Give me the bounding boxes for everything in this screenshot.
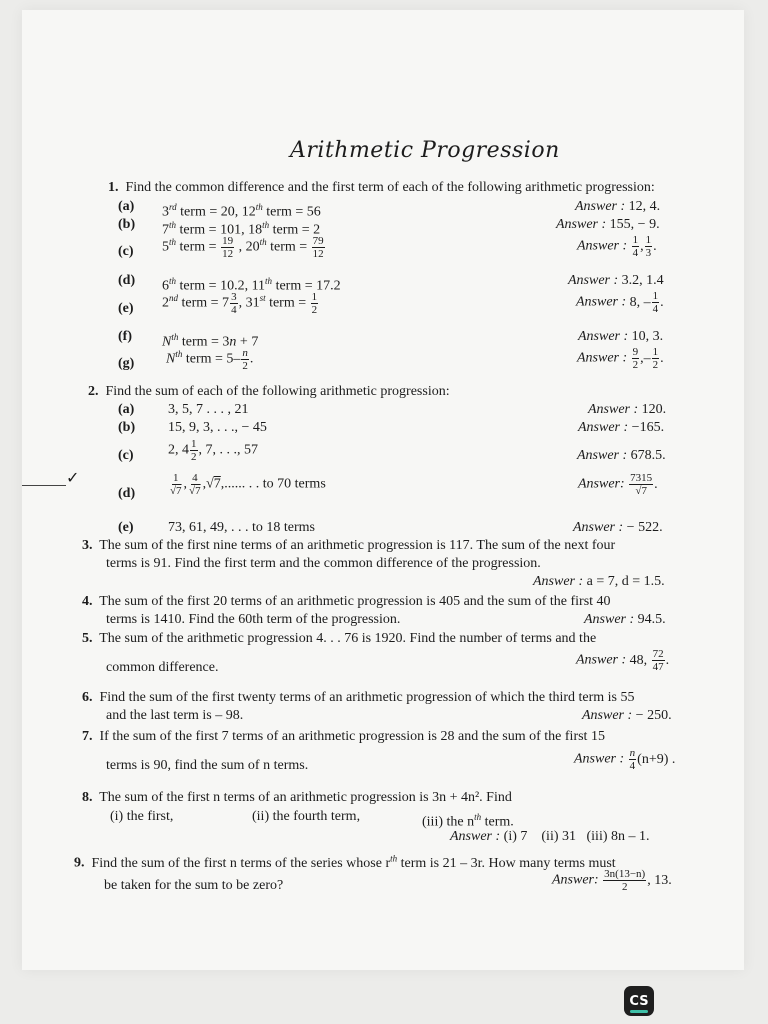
part-content: 7th term = 101, 18th term = 2 <box>162 220 321 238</box>
camscanner-logo-icon: CS <box>624 986 654 1016</box>
part-content: 2nd term = 7 $\frac{3}{4}$ , 31st term = $\frac{1}{2}$ <box>162 290 318 316</box>
part-label: (g) <box>118 356 135 371</box>
part-label: (d) <box>118 273 136 288</box>
part-content: 6th term = 10.2, 11th term = 17.2 <box>162 276 341 294</box>
part-content: 3, 5, 7 . . . , 21 <box>168 402 249 417</box>
question-number: 8. <box>82 790 93 805</box>
answer: Answer : 12, 4. <box>575 199 661 214</box>
page-title: Arithmetic Progression <box>290 138 560 163</box>
answer: Answer : − 522. <box>573 520 663 535</box>
question-6 <box>82 690 635 706</box>
answer: Answer : 8, – $\frac{1}{4}$ . <box>576 290 664 315</box>
question-number: 9. <box>74 855 85 871</box>
question-number: 6. <box>82 690 93 705</box>
answer: Answer : −165. <box>578 420 665 435</box>
question-text: Find the common difference and the first term of each of the following arithmetic progression: <box>125 180 655 195</box>
part-content: $N^{th}$ term = 5– $\frac{n}{2}$ . <box>166 346 254 372</box>
answer: Answer : 678.5. <box>577 448 666 463</box>
question-2 <box>88 384 450 400</box>
answer: Answer : (i) 7 (ii) 31 (iii) 8n – 1. <box>450 829 650 844</box>
question-text-line2: common difference. <box>106 660 219 675</box>
part-content: $\frac{1}{√7}$ , $\frac{4}{√7}$ ,√7,...... . . to 70 terms <box>170 472 326 497</box>
question-text-line2: and the last term is – 98. <box>106 708 244 723</box>
question-text-line2: terms is 91. Find the first term and the common difference of the progression. <box>106 556 541 571</box>
answer: Answer: $\frac{3n(13-n)}{2}$ , 13. <box>552 868 672 893</box>
part-content: 5th term = $\frac{19}{12}$ , 20th term = $\frac{79}{12}$ <box>162 234 324 260</box>
answer: Answer : 3.2, 1.4 <box>568 273 664 288</box>
answer: Answer : $\frac{1}{4}$ , $\frac{1}{3}$ . <box>577 234 657 259</box>
part-label: (f) <box>118 329 132 344</box>
answer: Answer : − 250. <box>582 708 672 723</box>
question-number: 4. <box>82 594 93 609</box>
question-text: The sum of the first n terms of an arithmetic progression is 3n + 4n². Find <box>99 790 512 805</box>
answer: Answer : $\frac{n}{4}$ (n+9) . <box>574 747 676 772</box>
part-label: (e) <box>118 301 134 316</box>
part-label: (d) <box>118 486 136 501</box>
question-7 <box>82 729 605 745</box>
answer: Answer : 48, $\frac{72}{47}$ . <box>576 648 670 673</box>
part-content: 73, 61, 49, . . . to 18 terms <box>168 520 315 535</box>
answer: Answer : a = 7, d = 1.5. <box>533 574 665 589</box>
question-text: Find the sum of each of the following arithmetic progression: <box>105 384 450 399</box>
question-text: The sum of the first 20 terms of an arithmetic progression is 405 and the sum of the first 40 <box>99 594 611 609</box>
answer: Answer : $\frac{9}{2}$ ,– $\frac{1}{2}$ . <box>577 346 664 371</box>
question-number: 7. <box>82 729 93 744</box>
question-text-line2: be taken for the sum to be zero? <box>104 878 284 893</box>
question-5 <box>82 631 596 647</box>
question-1 <box>108 180 655 196</box>
answer: Answer: $\frac{7315}{√7}$ . <box>578 472 658 497</box>
margin-pencil-line <box>22 485 66 486</box>
question-number: 2. <box>88 384 99 399</box>
part-label: (c) <box>118 448 134 463</box>
part-label: (a) <box>118 402 135 417</box>
part-label: (e) <box>118 520 134 535</box>
question-text: If the sum of the first 7 terms of an arithmetic progression is 28 and the sum of the first 15 <box>99 729 605 744</box>
question-number: 3. <box>82 538 93 553</box>
question-number: 1. <box>108 180 119 195</box>
answer: Answer : 155, − 9. <box>556 217 660 232</box>
question-text: The sum of the arithmetic progression 4. . . 76 is 1920. Find the number of terms and the <box>99 631 597 646</box>
part-i: (i) the first, <box>110 809 174 824</box>
part-content: 15, 9, 3, . . ., − 45 <box>168 420 267 435</box>
question-text-line2: terms is 90, find the sum of n terms. <box>106 758 309 773</box>
question-9 <box>74 850 616 872</box>
question-text-line2: terms is 1410. Find the 60th term of the progression. <box>106 612 401 627</box>
question-text: The sum of the first nine terms of an arithmetic progression is 117. The sum of the next four <box>99 538 616 553</box>
part-content: 2, 4 $\frac{1}{2}$ , 7, . . ., 57 <box>168 438 258 463</box>
question-text: Find the sum of the first twenty terms of an arithmetic progression of which the third term is 55 <box>99 690 635 705</box>
part-iii: (iii) the $n^{th}$ term. <box>422 812 514 830</box>
part-label: (b) <box>118 420 136 435</box>
question-text: Find the sum of the first n terms of the series whose $r^{th}$ term is 21 – 3r. How many terms must <box>91 853 616 871</box>
answer: Answer : 120. <box>588 402 667 417</box>
answer: Answer : 10, 3. <box>578 329 664 344</box>
worksheet-page <box>22 10 744 970</box>
question-number: 5. <box>82 631 93 646</box>
question-4 <box>82 594 611 610</box>
question-3 <box>82 538 615 554</box>
question-8 <box>82 790 512 806</box>
part-label: (a) <box>118 199 135 214</box>
part-content: $N^{th}$ term = 3n + 7 <box>162 332 259 350</box>
answer: Answer : 94.5. <box>584 612 666 627</box>
part-label: (b) <box>118 217 136 232</box>
part-content: 3rd term = 20, 12th term = 56 <box>162 202 321 220</box>
part-ii: (ii) the fourth term, <box>252 809 361 824</box>
part-label: (c) <box>118 244 134 259</box>
check-mark-icon: ✓ <box>66 470 80 487</box>
